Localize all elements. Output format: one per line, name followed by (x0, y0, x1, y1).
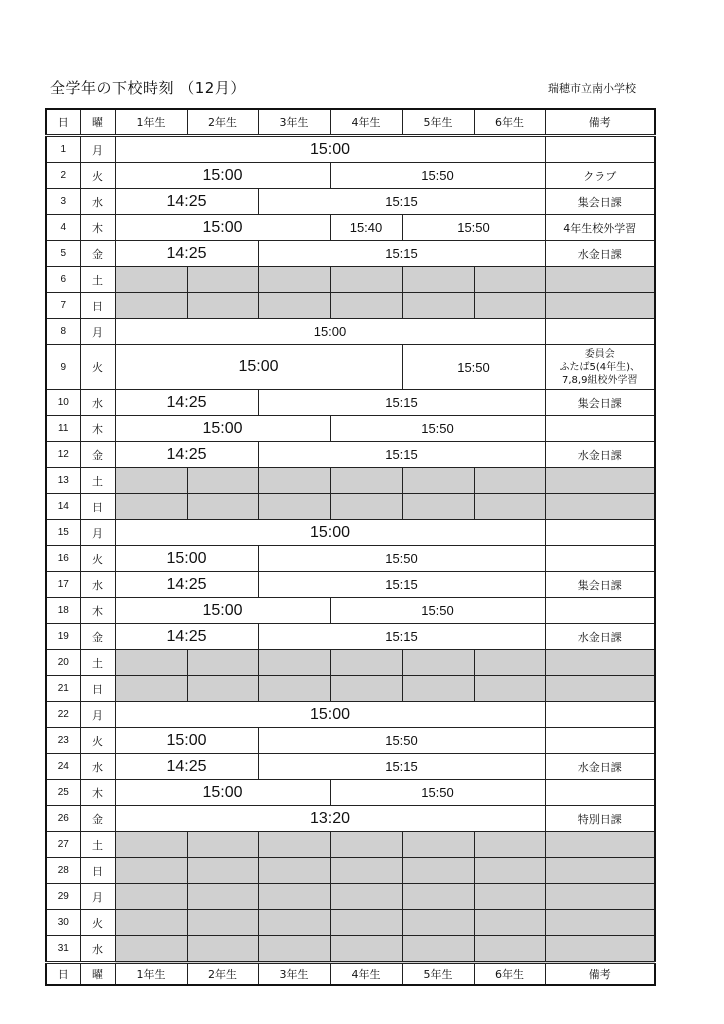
dismissal-time-cell: 15:00 (115, 546, 258, 572)
no-school-cell (187, 884, 258, 910)
no-school-cell (258, 858, 330, 884)
table-row (46, 598, 655, 624)
day-cell: 7 (46, 293, 80, 319)
no-school-cell (258, 884, 330, 910)
dismissal-time-cell: 15:00 (115, 345, 402, 390)
weekday-cell: 木 (80, 780, 115, 806)
no-school-cell (402, 936, 474, 963)
day-cell: 16 (46, 546, 80, 572)
table-row (46, 520, 655, 546)
col-header-day: 日 (46, 109, 80, 136)
dismissal-time-cell: 15:50 (330, 163, 545, 189)
col-header-grade6: 6年生 (474, 109, 545, 136)
weekday-cell: 土 (80, 832, 115, 858)
weekday-cell: 水 (80, 390, 115, 416)
day-cell: 20 (46, 650, 80, 676)
col-footer-grade3: 3年生 (258, 963, 330, 986)
no-school-cell (115, 676, 187, 702)
note-cell (545, 806, 655, 832)
weekday-cell: 日 (80, 676, 115, 702)
dismissal-time-cell: 15:50 (330, 416, 545, 442)
no-school-cell (187, 910, 258, 936)
dismissal-time-cell: 14:25 (115, 442, 258, 468)
table-row (46, 624, 655, 650)
note-line: 委員会 (584, 348, 615, 360)
day-cell: 22 (46, 702, 80, 728)
note-cell (545, 345, 655, 390)
no-school-cell (402, 676, 474, 702)
no-school-cell (258, 494, 330, 520)
day-cell: 26 (46, 806, 80, 832)
weekday-cell: 水 (80, 754, 115, 780)
weekday-cell: 水 (80, 572, 115, 598)
note-cell (545, 241, 655, 267)
no-school-cell (474, 832, 545, 858)
day-cell: 2 (46, 163, 80, 189)
day-cell: 12 (46, 442, 80, 468)
no-school-cell (187, 468, 258, 494)
table-row (46, 494, 655, 520)
no-school-cell (474, 267, 545, 293)
weekday-cell: 日 (80, 494, 115, 520)
dismissal-time-cell: 15:15 (258, 390, 545, 416)
col-footer-weekday: 曜 (80, 963, 115, 986)
no-school-cell (115, 267, 187, 293)
no-school-cell (258, 267, 330, 293)
dismissal-time-cell: 15:50 (258, 728, 545, 754)
dismissal-time-cell: 15:00 (115, 319, 545, 345)
day-cell: 13 (46, 468, 80, 494)
no-school-cell (330, 494, 402, 520)
day-cell: 5 (46, 241, 80, 267)
day-cell: 3 (46, 189, 80, 215)
col-footer-day: 日 (46, 963, 80, 986)
no-school-cell (187, 494, 258, 520)
weekday-cell: 月 (80, 884, 115, 910)
schedule-body (46, 136, 655, 963)
table-row (46, 293, 655, 319)
day-cell: 17 (46, 572, 80, 598)
day-cell: 18 (46, 598, 80, 624)
day-cell: 24 (46, 754, 80, 780)
dismissal-time-cell: 14:25 (115, 189, 258, 215)
day-cell: 1 (46, 136, 80, 163)
no-school-cell (258, 293, 330, 319)
note-line: 特別日課 (577, 812, 622, 826)
col-header-grade5: 5年生 (402, 109, 474, 136)
no-school-cell (187, 858, 258, 884)
weekday-cell: 月 (80, 520, 115, 546)
no-school-cell (402, 858, 474, 884)
note-cell (545, 572, 655, 598)
day-cell: 21 (46, 676, 80, 702)
no-school-cell (402, 832, 474, 858)
table-row (46, 416, 655, 442)
table-row (46, 163, 655, 189)
table-row (46, 572, 655, 598)
weekday-cell: 火 (80, 345, 115, 390)
col-footer-grade5: 5年生 (402, 963, 474, 986)
dismissal-time-cell: 15:00 (115, 728, 258, 754)
note-cell (545, 936, 655, 963)
note-line: クラブ (583, 169, 617, 183)
no-school-cell (115, 858, 187, 884)
note-cell (545, 754, 655, 780)
dismissal-time-cell: 14:25 (115, 624, 258, 650)
table-row (46, 546, 655, 572)
note-cell (545, 468, 655, 494)
no-school-cell (258, 832, 330, 858)
no-school-cell (115, 468, 187, 494)
no-school-cell (474, 884, 545, 910)
note-cell (545, 267, 655, 293)
no-school-cell (402, 293, 474, 319)
table-row (46, 215, 655, 241)
table-row (46, 936, 655, 963)
no-school-cell (474, 910, 545, 936)
footer-row (46, 963, 655, 986)
note-cell (545, 189, 655, 215)
table-row (46, 189, 655, 215)
note-line: 水金日課 (577, 448, 622, 462)
no-school-cell (402, 650, 474, 676)
day-cell: 30 (46, 910, 80, 936)
col-footer-grade4: 4年生 (330, 963, 402, 986)
weekday-cell: 月 (80, 702, 115, 728)
col-footer-notes: 備考 (545, 963, 655, 986)
note-cell (545, 910, 655, 936)
note-line: 集会日課 (577, 396, 622, 410)
weekday-cell: 土 (80, 267, 115, 293)
col-header-grade3: 3年生 (258, 109, 330, 136)
weekday-cell: 土 (80, 650, 115, 676)
dismissal-time-cell: 15:50 (402, 345, 545, 390)
table-row (46, 136, 655, 163)
dismissal-time-cell: 15:15 (258, 624, 545, 650)
weekday-cell: 火 (80, 910, 115, 936)
note-line: 4年生校外学習 (563, 221, 637, 235)
col-footer-grade1: 1年生 (115, 963, 187, 986)
no-school-cell (330, 936, 402, 963)
note-line: ふたば5(4年生)、 (559, 361, 641, 373)
note-line: 水金日課 (577, 630, 622, 644)
dismissal-time-cell: 15:15 (258, 754, 545, 780)
table-row (46, 754, 655, 780)
dismissal-time-cell: 14:25 (115, 754, 258, 780)
no-school-cell (474, 468, 545, 494)
weekday-cell: 火 (80, 163, 115, 189)
table-row (46, 676, 655, 702)
dismissal-time-cell: 15:50 (402, 215, 545, 241)
day-cell: 10 (46, 390, 80, 416)
note-cell (545, 650, 655, 676)
dismissal-time-cell: 14:25 (115, 390, 258, 416)
no-school-cell (330, 858, 402, 884)
no-school-cell (187, 293, 258, 319)
note-cell (545, 624, 655, 650)
day-cell: 8 (46, 319, 80, 345)
no-school-cell (258, 468, 330, 494)
weekday-cell: 金 (80, 241, 115, 267)
no-school-cell (258, 910, 330, 936)
day-cell: 28 (46, 858, 80, 884)
day-cell: 31 (46, 936, 80, 963)
weekday-cell: 水 (80, 189, 115, 215)
day-cell: 9 (46, 345, 80, 390)
table-row (46, 345, 655, 390)
note-cell (545, 293, 655, 319)
col-header-grade4: 4年生 (330, 109, 402, 136)
no-school-cell (402, 468, 474, 494)
dismissal-time-cell: 15:15 (258, 241, 545, 267)
no-school-cell (115, 936, 187, 963)
no-school-cell (474, 676, 545, 702)
dismissal-time-cell: 15:15 (258, 572, 545, 598)
dismissal-time-cell: 15:00 (115, 136, 545, 163)
note-cell (545, 442, 655, 468)
no-school-cell (115, 884, 187, 910)
day-cell: 19 (46, 624, 80, 650)
day-cell: 25 (46, 780, 80, 806)
dismissal-time-cell: 15:15 (258, 189, 545, 215)
no-school-cell (330, 910, 402, 936)
no-school-cell (330, 267, 402, 293)
day-cell: 11 (46, 416, 80, 442)
no-school-cell (187, 267, 258, 293)
note-cell (545, 520, 655, 546)
table-row (46, 702, 655, 728)
note-cell (545, 858, 655, 884)
dismissal-time-cell: 15:00 (115, 215, 330, 241)
no-school-cell (115, 650, 187, 676)
note-cell (545, 728, 655, 754)
dismissal-time-cell: 14:25 (115, 572, 258, 598)
dismissal-time-cell: 15:50 (330, 780, 545, 806)
no-school-cell (115, 832, 187, 858)
weekday-cell: 火 (80, 546, 115, 572)
header-row (46, 109, 655, 136)
dismissal-schedule-table (45, 108, 656, 986)
note-cell (545, 163, 655, 189)
no-school-cell (474, 650, 545, 676)
col-header-grade2: 2年生 (187, 109, 258, 136)
weekday-cell: 金 (80, 624, 115, 650)
note-cell (545, 676, 655, 702)
no-school-cell (474, 936, 545, 963)
dismissal-time-cell: 13:20 (115, 806, 545, 832)
weekday-cell: 木 (80, 598, 115, 624)
note-cell (545, 215, 655, 241)
note-cell (545, 598, 655, 624)
day-cell: 6 (46, 267, 80, 293)
dismissal-time-cell: 15:50 (258, 546, 545, 572)
no-school-cell (187, 936, 258, 963)
day-cell: 14 (46, 494, 80, 520)
note-cell (545, 546, 655, 572)
table-row (46, 468, 655, 494)
dismissal-time-cell: 15:00 (115, 780, 330, 806)
no-school-cell (115, 494, 187, 520)
no-school-cell (474, 858, 545, 884)
dismissal-time-cell: 15:50 (330, 598, 545, 624)
school-name: 瑞穂市立南小学校 (548, 82, 636, 95)
no-school-cell (330, 884, 402, 910)
dismissal-time-cell: 15:40 (330, 215, 402, 241)
col-header-grade1: 1年生 (115, 109, 187, 136)
weekday-cell: 月 (80, 319, 115, 345)
table-row (46, 832, 655, 858)
no-school-cell (115, 910, 187, 936)
weekday-cell: 日 (80, 858, 115, 884)
dismissal-time-cell: 15:00 (115, 702, 545, 728)
table-row (46, 780, 655, 806)
table-row (46, 806, 655, 832)
no-school-cell (330, 468, 402, 494)
no-school-cell (258, 676, 330, 702)
note-line: 水金日課 (577, 760, 622, 774)
note-cell (545, 136, 655, 163)
table-row (46, 442, 655, 468)
weekday-cell: 金 (80, 806, 115, 832)
day-cell: 29 (46, 884, 80, 910)
weekday-cell: 水 (80, 936, 115, 963)
col-footer-grade2: 2年生 (187, 963, 258, 986)
no-school-cell (330, 293, 402, 319)
table-row (46, 319, 655, 345)
weekday-cell: 木 (80, 416, 115, 442)
page-title: 全学年の下校時刻 （12月） (50, 79, 246, 97)
table-row (46, 267, 655, 293)
day-cell: 15 (46, 520, 80, 546)
dismissal-time-cell: 15:00 (115, 598, 330, 624)
no-school-cell (187, 832, 258, 858)
dismissal-time-cell: 14:25 (115, 241, 258, 267)
table-row (46, 728, 655, 754)
note-cell (545, 319, 655, 345)
weekday-cell: 月 (80, 136, 115, 163)
day-cell: 27 (46, 832, 80, 858)
note-line: 水金日課 (577, 247, 622, 261)
no-school-cell (402, 910, 474, 936)
no-school-cell (330, 650, 402, 676)
day-cell: 23 (46, 728, 80, 754)
no-school-cell (330, 832, 402, 858)
dismissal-time-cell: 15:00 (115, 520, 545, 546)
no-school-cell (330, 676, 402, 702)
no-school-cell (258, 650, 330, 676)
note-cell (545, 884, 655, 910)
weekday-cell: 土 (80, 468, 115, 494)
table-row (46, 858, 655, 884)
table-row (46, 650, 655, 676)
weekday-cell: 金 (80, 442, 115, 468)
note-cell (545, 390, 655, 416)
col-header-notes: 備考 (545, 109, 655, 136)
weekday-cell: 木 (80, 215, 115, 241)
no-school-cell (402, 267, 474, 293)
no-school-cell (115, 293, 187, 319)
table-row (46, 910, 655, 936)
note-cell (545, 780, 655, 806)
weekday-cell: 日 (80, 293, 115, 319)
note-cell (545, 832, 655, 858)
no-school-cell (187, 650, 258, 676)
note-cell (545, 702, 655, 728)
table-row (46, 241, 655, 267)
dismissal-time-cell: 15:15 (258, 442, 545, 468)
table-row (46, 390, 655, 416)
day-cell: 4 (46, 215, 80, 241)
no-school-cell (474, 494, 545, 520)
note-line: 集会日課 (577, 195, 622, 209)
no-school-cell (402, 884, 474, 910)
weekday-cell: 火 (80, 728, 115, 754)
table-row (46, 884, 655, 910)
note-line: 7,8,9組校外学習 (562, 374, 638, 386)
no-school-cell (402, 494, 474, 520)
no-school-cell (474, 293, 545, 319)
col-footer-grade6: 6年生 (474, 963, 545, 986)
dismissal-time-cell: 15:00 (115, 163, 330, 189)
dismissal-time-cell: 15:00 (115, 416, 330, 442)
note-cell (545, 494, 655, 520)
no-school-cell (187, 676, 258, 702)
note-cell (545, 416, 655, 442)
col-header-weekday: 曜 (80, 109, 115, 136)
no-school-cell (258, 936, 330, 963)
note-line: 集会日課 (577, 578, 622, 592)
